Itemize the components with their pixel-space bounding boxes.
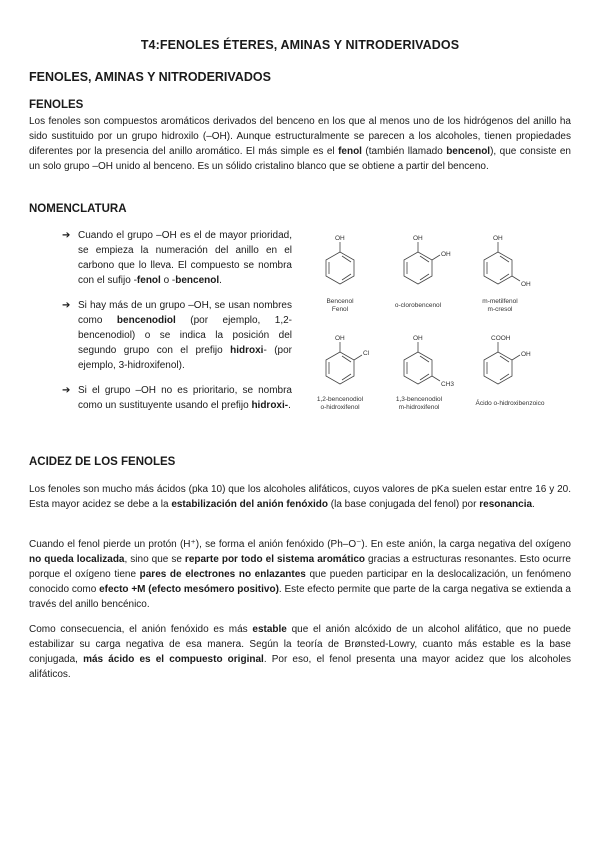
structure-label: o-clorobencenol — [394, 302, 442, 309]
structure-label: 1,2-bencenodiol o-hidroxifenol — [316, 396, 364, 411]
document-title: T4:FENOLES ÉTERES, AMINAS Y NITRODERIVADOS — [140, 38, 460, 52]
structure-label: 1,3-bencenodiol m-hidroxifenol — [395, 396, 443, 411]
acidez-heading: ACIDEZ DE LOS FENOLES — [29, 456, 176, 468]
cl-label: OH — [441, 251, 451, 258]
cl-label: Cl — [363, 350, 370, 357]
nomenclatura-heading: NOMENCLATURA — [29, 203, 127, 215]
benzene-ring-icon — [404, 242, 440, 284]
ch3-label: OH — [521, 281, 531, 288]
benzene-ring-icon — [484, 242, 520, 284]
oh-label: OH — [413, 335, 423, 342]
bullet-item: ➔ Si hay más de un grupo –OH, se usan nombres como bencenodiol (por ejemplo, 1,2-bencenodiol) o se indica la posición del segundo grupo con el prefijo hidroxi- (por ejemplo, 3-hidroxifenol). — [62, 300, 293, 371]
benzene-ring-icon — [484, 342, 520, 384]
oh-label: OH — [335, 335, 345, 342]
ch3-label: CH3 — [441, 381, 455, 388]
benzene-ring-icon — [326, 242, 354, 284]
acidez-paragraph-2: Cuando el fenol pierde un protón (H⁺), se forma el anión fenóxido (Ph–O⁻). En este anión, la carga negativa del oxígeno no queda localizada, sino que se reparte por todo el sistema aromático gracias a estructuras resonantes. Esto ocurre porque el oxígeno tiene pares de electrones no enlazantes que pueden participar en la deslocalización, un fenómeno conocido como efecto +M (efecto mesómero positivo). Este efecto permite que parte de la carga negativa se extienda a través del anillo bencénico. — [29, 539, 572, 610]
arrow-icon: ➔ — [62, 300, 71, 311]
phenol-structures-figure — [300, 230, 570, 420]
benzene-ring-icon — [326, 342, 362, 384]
structure-label: Ácido o-hidroxibenzoico — [475, 400, 545, 407]
nomenclatura-bullets — [62, 228, 292, 413]
acidez-paragraph-3: Como consecuencia, el anión fenóxido es más estable que el anión alcóxido de un alcohol alifático, que no puede estabilizar su carga negativa de esa manera. Según la teoría de Brønsted-Lowry, cuanto más estable es la base conjugada, más ácido es el compuesto original. Por eso, el fenol presenta una mayor acidez que los alcoholes alifáticos. — [29, 624, 572, 680]
acidez-paragraph-1: Los fenoles son mucho más ácidos (pka 10) que los alcoholes alifáticos, cuyos valores de pKa suelen estar entre 16 y 20. Esta mayor acidez se debe a la estabilización del anión fenóxido (la base conjugada del fenol) por resonancia. — [29, 484, 571, 510]
structure-label: m-metilfenol m-cresol — [482, 298, 518, 313]
fenoles-paragraph: Los fenoles son compuestos aromáticos derivados del benceno en los que al menos uno de los hidrógenos del anillo ha sido sustituido por un grupo hidroxilo (–OH). Aunque estructuralmente se parecen a los alcoholes, tienen propiedades diferentes por la presencia del anillo aromático. El más simple es el fenol (también llamado bencenol), que consiste en un solo grupo –OH unido al benceno. Es un sólido cristalino blanco que se obtiene a partir del benceno. — [29, 116, 571, 172]
section-title: FENOLES, AMINAS Y NITRODERIVADOS — [29, 70, 271, 84]
cooh-label: COOH — [491, 335, 511, 342]
benzene-ring-icon — [404, 342, 440, 384]
oh-label: OH — [493, 235, 503, 242]
oh-label: OH — [335, 235, 345, 242]
fenoles-heading: FENOLES — [29, 99, 84, 111]
arrow-icon: ➔ — [62, 230, 71, 241]
oh-label: OH — [521, 351, 531, 358]
arrow-icon: ➔ — [62, 385, 71, 396]
structure-label: Bencenol Fenol — [326, 298, 354, 313]
bullet-item: ➔ Si el grupo –OH no es prioritario, se nombra como un sustituyente usando el prefijo hidroxi-. — [62, 385, 292, 411]
bullet-item: ➔ Cuando el grupo –OH es el de mayor prioridad, se empieza la numeración del anillo en el carbono que lo lleva. El compuesto se nombra con el sufijo -fenol o -bencenol. — [62, 230, 292, 286]
oh-label: OH — [413, 235, 423, 242]
